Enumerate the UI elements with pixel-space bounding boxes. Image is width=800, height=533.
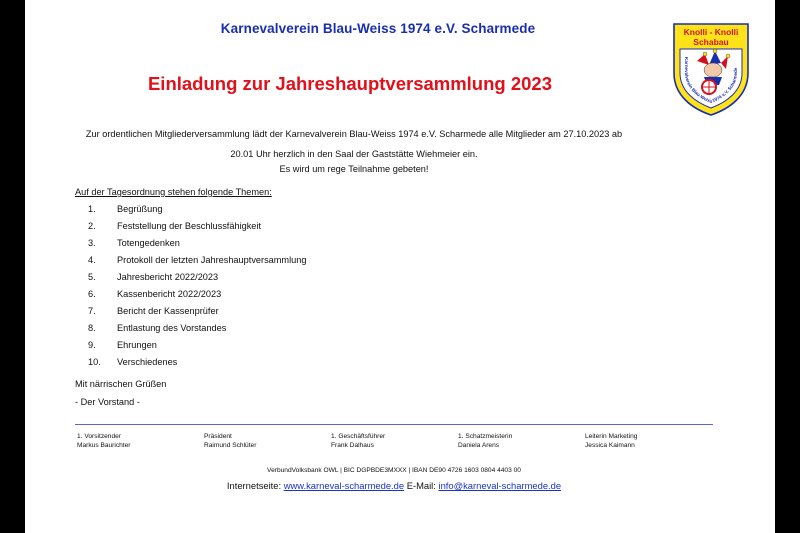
officer-role: Leiterin Marketing [585,433,638,440]
logo-text-top: Knolli - Knolli [683,27,739,37]
invitation-line-2: 20.01 Uhr herzlich in den Saal der Gaststätte Wiehmeier ein. [230,149,478,159]
agenda-item-text: Feststellung der Beschlussfähigkeit [117,221,262,231]
email-label: E-Mail: [406,480,436,491]
agenda-list [88,204,306,374]
agenda-item-text: Jahresbericht 2022/2023 [117,272,219,282]
agenda-item-number: 10. [88,357,101,367]
officer-role: 1. Geschäftsführer [331,433,386,440]
officer-name: Daniela Arens [458,442,500,449]
website-label: Internetseite: [226,480,282,491]
bank-details: VerbundVolksbank OWL | BIC DGPBDE3MXXX | IBAN DE90 4726 1603 0804 4403 00 [267,467,521,474]
officer-name: Markus Baurichter [77,442,131,449]
officer-name: Raimund Schlüter [204,442,257,449]
agenda-item-text: Protokoll der letzten Jahreshauptversammlung [117,255,307,265]
officer-role: 1. Schatzmeisterin [458,433,513,440]
agenda-item-number: 2. [88,221,96,231]
agenda-item-number: 9. [88,340,96,350]
officer [331,432,458,450]
agenda-item-text: Bericht der Kassenprüfer [117,306,219,316]
agenda-item-text: Ehrungen [117,340,157,350]
website-link[interactable]: www.karneval-scharmede.de [283,480,405,491]
agenda-item [88,272,306,289]
logo-text-bottom: Schabau [693,37,729,47]
agenda-item [88,204,306,221]
agenda-item-text: Entlastung des Vorstandes [117,323,227,333]
agenda-item-number: 7. [88,306,96,316]
document-title: Einladung zur Jahreshauptversammlung 2023 [147,73,553,94]
agenda-item [88,357,306,374]
agenda-item-number: 6. [88,289,96,299]
officer [204,432,331,450]
agenda-heading: Auf der Tagesordnung stehen folgende Themen: [75,187,272,197]
officer-role: Präsident [204,433,232,440]
agenda-item-number: 5. [88,272,96,282]
signature: - Der Vorstand - [75,397,140,407]
agenda-item [88,289,306,306]
officer [77,432,204,450]
logo-ring-path: Karnevalverein Blau-Weiss 1974 e.V. Scharmede [683,57,739,105]
invitation-text [73,124,635,164]
agenda-item [88,255,306,272]
agenda-item-text: Totengedenken [117,238,180,248]
agenda-item-text: Begrüßung [117,204,163,214]
email-link[interactable]: info@karneval-scharmede.de [438,480,562,491]
invitation-line-1: Zur ordentlichen Mitgliederversammlung lädt der Karnevalverein Blau-Weiss 1974 e.V. Scharmede alle Mitglieder am 27.10.2023 ab [85,129,623,139]
agenda-item-number: 8. [88,323,96,333]
agenda-item [88,306,306,323]
attendance-appeal: Es wird um rege Teilnahme gebeten! [279,164,429,174]
officer-name: Jessica Kaimann [585,442,635,449]
officer-role: 1. Vorsitzender [77,433,121,440]
agenda-item [88,323,306,340]
agenda-item-number: 3. [88,238,96,248]
footer-divider [75,424,713,425]
contact-line [75,480,713,491]
agenda-item-number: 4. [88,255,96,265]
agenda-item [88,221,306,238]
officer [585,432,712,450]
agenda-item [88,238,306,255]
agenda-item-number: 1. [88,204,96,214]
agenda-item-text: Verschiedenes [117,357,178,367]
club-name: Karnevalverein Blau-Weiss 1974 e.V. Scharmede [220,21,536,36]
agenda-item [88,340,306,357]
officer [458,432,585,450]
document-page [25,0,775,533]
officer-name: Frank Dalhaus [331,442,374,449]
closing-greeting: Mit närrischen Grüßen [75,379,167,389]
club-logo [671,21,751,117]
agenda-item-text: Kassenbericht 2022/2023 [117,289,222,299]
officers-row [77,432,717,450]
